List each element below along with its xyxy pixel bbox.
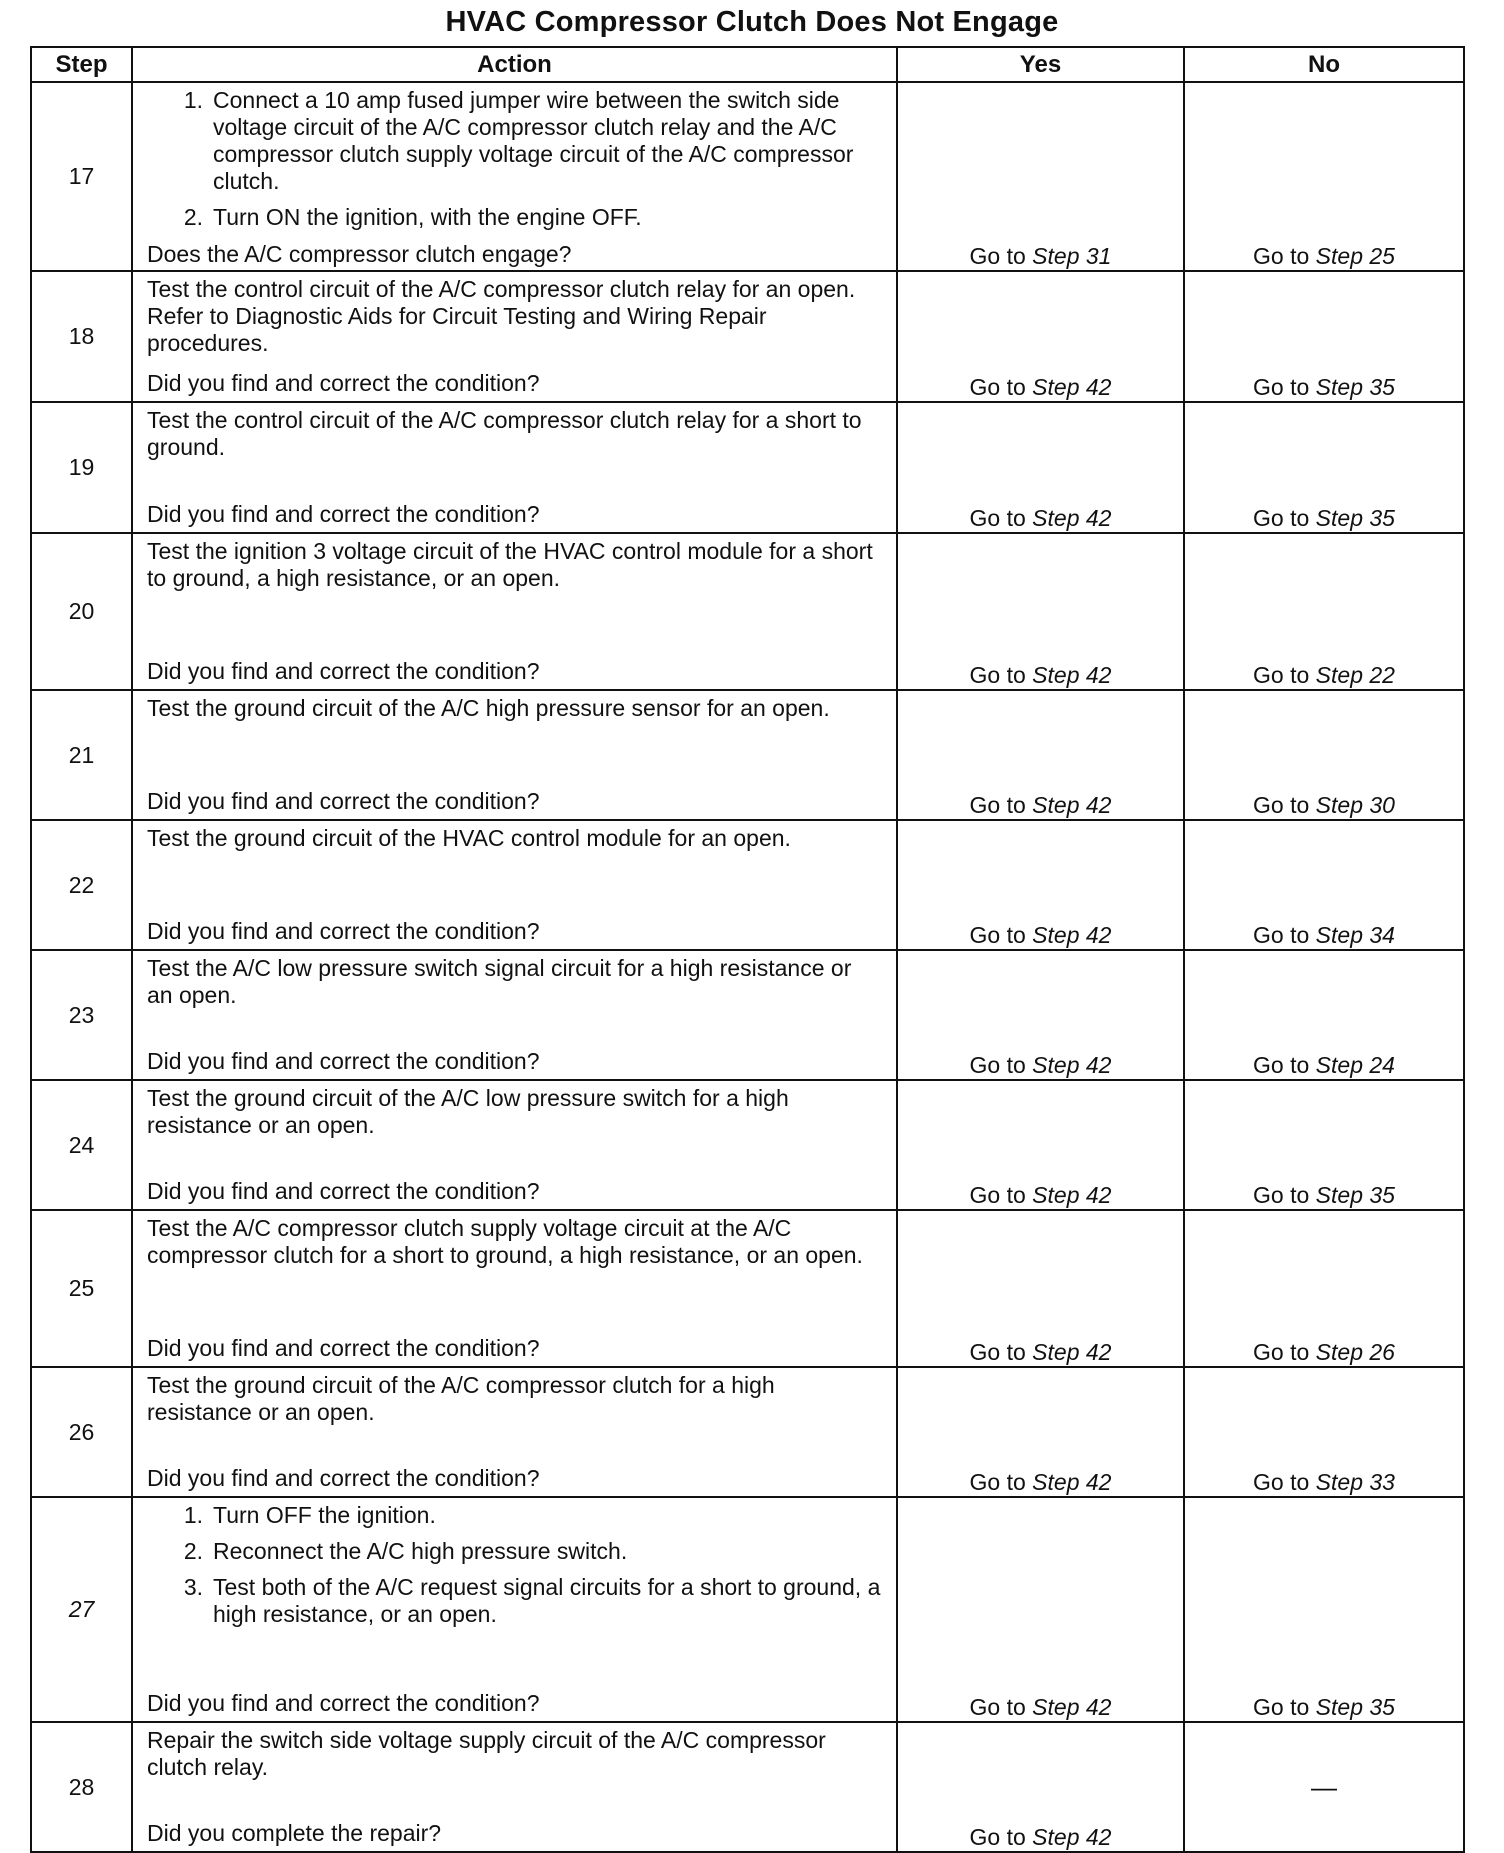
yes-step-ref: Step 42 [1032,792,1112,818]
header-step: Step [31,47,132,82]
table-row [31,1210,1464,1367]
action-cell [132,82,897,271]
yes-step-ref: Step 42 [1032,1182,1112,1208]
yes-step-ref: Step 42 [1032,505,1112,531]
question-text: Did you find and correct the condition? [147,1690,540,1716]
yes-cell: Go to Step 31 [897,82,1184,271]
step-number: 20 [31,533,132,690]
no-cell: Go to Step 33 [1184,1367,1464,1497]
action-cell [132,271,897,402]
yes-step-ref: Step 42 [1032,1052,1112,1078]
list-item: 3. Test both of the A/C request signal circuits for a short to ground, a high resistance, or an open. [183,1574,881,1627]
action-cell [132,402,897,533]
step-number: 17 [31,82,132,271]
no-step-ref: Step 22 [1315,662,1395,688]
step-number: 27 [31,1497,132,1722]
action-cell [132,1367,897,1497]
yes-step-ref: Step 42 [1032,1694,1112,1720]
question-text: Did you complete the repair? [147,1820,442,1846]
action-cell [132,533,897,690]
question-text: Did you find and correct the condition? [147,1048,540,1074]
table-row [31,690,1464,820]
step-number: 25 [31,1210,132,1367]
yes-cell: Go to Step 42 [897,950,1184,1080]
no-cell: Go to Step 35 [1184,402,1464,533]
action-text: Test the ground circuit of the A/C high pressure sensor for an open. [147,695,830,721]
question-text: Does the A/C compressor clutch engage? [147,241,572,267]
step-number: 19 [31,402,132,533]
yes-cell: Go to Step 42 [897,1497,1184,1722]
table-row [31,1497,1464,1722]
action-text: Test the ground circuit of the HVAC control module for an open. [147,825,791,851]
no-cell: Go to Step 26 [1184,1210,1464,1367]
question-text: Did you find and correct the condition? [147,918,540,944]
yes-cell: Go to Step 42 [897,690,1184,820]
no-cell: Go to Step 35 [1184,1497,1464,1722]
list-item: 1. Connect a 10 amp fused jumper wire between the switch side voltage circuit of the A/C compressor clutch relay and the A/C compressor clutch supply voltage circuit of the A/C compressor clutch. [183,87,854,194]
action-text: Repair the switch side voltage supply circuit of the A/C compressor clutch relay. [147,1727,826,1780]
table-row [31,1722,1464,1852]
no-cell: Go to Step 35 [1184,1080,1464,1210]
table-row [31,402,1464,533]
no-cell: Go to Step 35 [1184,271,1464,402]
yes-step-ref: Step 42 [1032,1824,1112,1850]
list-item: 1. Turn OFF the ignition. [183,1502,436,1528]
question-text: Did you find and correct the condition? [147,788,540,814]
no-cell: Go to Step 30 [1184,690,1464,820]
yes-cell: Go to Step 42 [897,271,1184,402]
action-cell [132,1722,897,1852]
table-row [31,271,1464,402]
yes-cell: Go to Step 42 [897,1210,1184,1367]
question-text: Did you find and correct the condition? [147,1335,540,1361]
step-number: 18 [31,271,132,402]
step-number: 22 [31,820,132,950]
yes-step-ref: Step 42 [1032,374,1112,400]
table-title: HVAC Compressor Clutch Does Not Engage [445,6,1059,38]
step-number: 24 [31,1080,132,1210]
question-text: Did you find and correct the condition? [147,501,540,527]
yes-cell: Go to Step 42 [897,402,1184,533]
table-row [31,82,1464,271]
question-text: Did you find and correct the condition? [147,1465,540,1491]
diagnostic-table [30,46,1465,1853]
list-item: 2. Turn ON the ignition, with the engine OFF. [183,204,642,230]
no-cell: Go to Step 34 [1184,820,1464,950]
action-cell [132,820,897,950]
action-cell [132,1210,897,1367]
yes-step-ref: Step 31 [1032,243,1112,269]
no-step-ref: Step 35 [1315,505,1395,531]
no-cell: Go to Step 24 [1184,950,1464,1080]
table-row [31,950,1464,1080]
table-row [31,1080,1464,1210]
no-step-ref: Step 26 [1315,1339,1395,1365]
no-cell: Go to Step 25 [1184,82,1464,271]
no-step-ref: Step 35 [1315,374,1395,400]
step-number: 23 [31,950,132,1080]
action-text: Test the control circuit of the A/C compressor clutch relay for a short to ground. [147,407,862,460]
question-text: Did you find and correct the condition? [147,1178,540,1204]
yes-cell: Go to Step 42 [897,533,1184,690]
yes-cell: Go to Step 42 [897,1367,1184,1497]
no-step-ref: Step 33 [1315,1469,1395,1495]
table-row [31,820,1464,950]
header-action: Action [132,47,897,82]
yes-step-ref: Step 42 [1032,1339,1112,1365]
action-cell [132,690,897,820]
yes-cell: Go to Step 42 [897,820,1184,950]
no-cell: Go to Step 22 [1184,533,1464,690]
no-step-ref: Step 25 [1315,243,1395,269]
no-step-ref: Step 35 [1315,1694,1395,1720]
step-number: 26 [31,1367,132,1497]
no-step-ref: Step 24 [1315,1052,1395,1078]
numbered-steps [147,87,882,231]
action-text: Test the ground circuit of the A/C low pressure switch for a high resistance or an open. [147,1085,789,1138]
yes-step-ref: Step 42 [1032,1469,1112,1495]
list-item: 2. Reconnect the A/C high pressure switch. [183,1538,628,1564]
action-cell [132,1497,897,1722]
action-text: Test the control circuit of the A/C compressor clutch relay for an open. Refer to Diagnostic Aids for Circuit Testing and Wiring Repair procedures. [147,276,856,356]
header-no: No [1184,47,1464,82]
action-text: Test the A/C low pressure switch signal circuit for a high resistance or an open. [147,955,852,1008]
numbered-steps [147,1502,882,1628]
no-step-ref: Step 35 [1315,1182,1395,1208]
no-step-ref: Step 30 [1315,792,1395,818]
action-text: Test the A/C compressor clutch supply voltage circuit at the A/C compressor clutch for a short to ground, a high resistance, or an open. [147,1215,863,1268]
question-text: Did you find and correct the condition? [147,658,540,684]
action-cell [132,1080,897,1210]
yes-cell: Go to Step 42 [897,1722,1184,1852]
question-text: Did you find and correct the condition? [147,370,540,396]
table-row [31,533,1464,690]
step-number: 21 [31,690,132,820]
no-cell-dash: — [1184,1722,1464,1852]
action-text: Test the ground circuit of the A/C compressor clutch for a high resistance or an open. [147,1372,775,1425]
step-number: 28 [31,1722,132,1852]
yes-step-ref: Step 42 [1032,662,1112,688]
yes-step-ref: Step 42 [1032,922,1112,948]
header-row [31,47,1464,82]
action-text: Test the ignition 3 voltage circuit of the HVAC control module for a short to ground, a high resistance, or an open. [147,538,873,591]
table-row [31,1367,1464,1497]
yes-cell: Go to Step 42 [897,1080,1184,1210]
action-cell [132,950,897,1080]
no-step-ref: Step 34 [1315,922,1395,948]
header-yes: Yes [897,47,1184,82]
